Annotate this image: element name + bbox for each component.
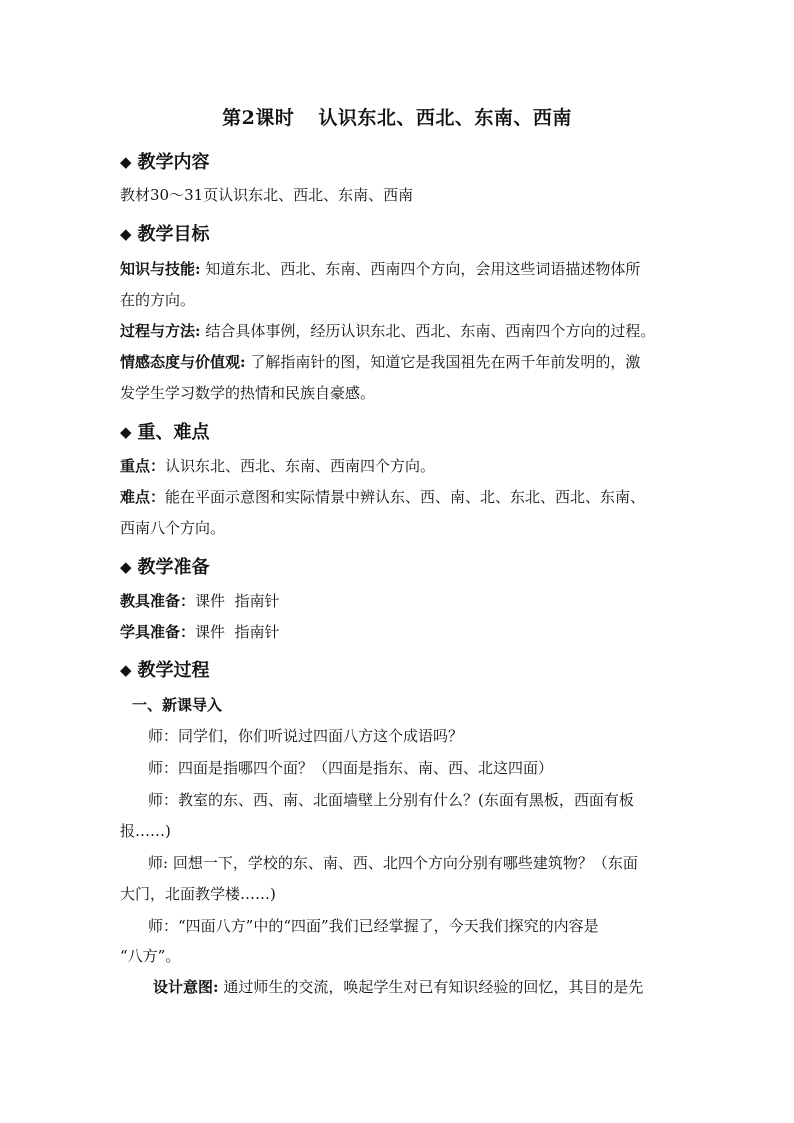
diamond-bullet-icon: ◆ bbox=[120, 558, 132, 576]
process-subtitle: 一、新课导入 bbox=[132, 696, 223, 714]
dialogue-line-cont: 报……) bbox=[120, 822, 171, 840]
section-heading-content: ◆ 教学内容 bbox=[120, 152, 210, 173]
difficult-point-cont: 西南八个方向。 bbox=[120, 519, 226, 537]
objective-knowledge: 知识与技能: 知道东北、西北、东南、西南四个方向，会用这些词语描述物体所 bbox=[120, 260, 641, 278]
design-intent: 设计意图: 通过师生的交流，唤起学生对已有知识经验的回忆，其目的是先 bbox=[153, 978, 644, 996]
lesson-number: 第2课时 bbox=[222, 107, 295, 129]
diamond-bullet-icon: ◆ bbox=[120, 661, 132, 679]
dialogue-line: 师：同学们，你们听说过四面八方这个成语吗？ bbox=[148, 727, 464, 745]
section-heading-preparation: ◆ 教学准备 bbox=[120, 557, 210, 578]
objective-process: 过程与方法: 结合具体事例，经历认识东北、西北、东南、西南四个方向的过程。 bbox=[120, 322, 656, 340]
objective-knowledge-cont: 在的方向。 bbox=[120, 291, 196, 309]
diamond-bullet-icon: ◆ bbox=[120, 423, 132, 441]
diamond-bullet-icon: ◆ bbox=[120, 225, 132, 243]
objective-emotion: 情感态度与价值观: 了解指南针的图，知道它是我国祖先在两千年前发明的，激 bbox=[120, 353, 641, 371]
section-heading-process: ◆ 教学过程 bbox=[120, 660, 210, 681]
lesson-topic: 认识东北、西北、东南、西南 bbox=[318, 107, 572, 129]
content-text: 教材30～31页认识东北、西北、东南、西南 bbox=[120, 186, 414, 204]
student-preparation: 学具准备：课件 指南针 bbox=[120, 623, 280, 641]
teacher-preparation: 教具准备：课件 指南针 bbox=[120, 592, 280, 610]
dialogue-line: 师：教室的东、西、南、北面墙壁上分别有什么？(东面有黑板，西面有板 bbox=[148, 791, 634, 809]
page-title bbox=[0, 103, 794, 130]
dialogue-line: 师: 回想一下，学校的东、南、西、北四个方向分别有哪些建筑物？（东面 bbox=[148, 854, 638, 872]
difficult-point: 难点：能在平面示意图和实际情景中辨认东、西、南、北、东北、西北、东南、 bbox=[120, 488, 646, 506]
section-heading-objectives: ◆ 教学目标 bbox=[120, 224, 210, 245]
dialogue-line-cont: “八方”。 bbox=[120, 947, 181, 965]
dialogue-line: 师：四面是指哪四个面？（四面是指东、南、西、北这四面） bbox=[148, 759, 554, 777]
section-heading-key-points: ◆ 重、难点 bbox=[120, 422, 210, 443]
objective-emotion-cont: 发学生学习数学的热情和民族自豪感。 bbox=[120, 384, 376, 402]
key-point: 重点：认识东北、西北、东南、西南四个方向。 bbox=[120, 457, 436, 475]
dialogue-line-cont: 大门，北面教学楼……) bbox=[120, 885, 276, 903]
diamond-bullet-icon: ◆ bbox=[120, 153, 132, 171]
dialogue-line: 师：“四面八方”中的“四面”我们已经掌握了，今天我们探究的内容是 bbox=[148, 917, 599, 935]
